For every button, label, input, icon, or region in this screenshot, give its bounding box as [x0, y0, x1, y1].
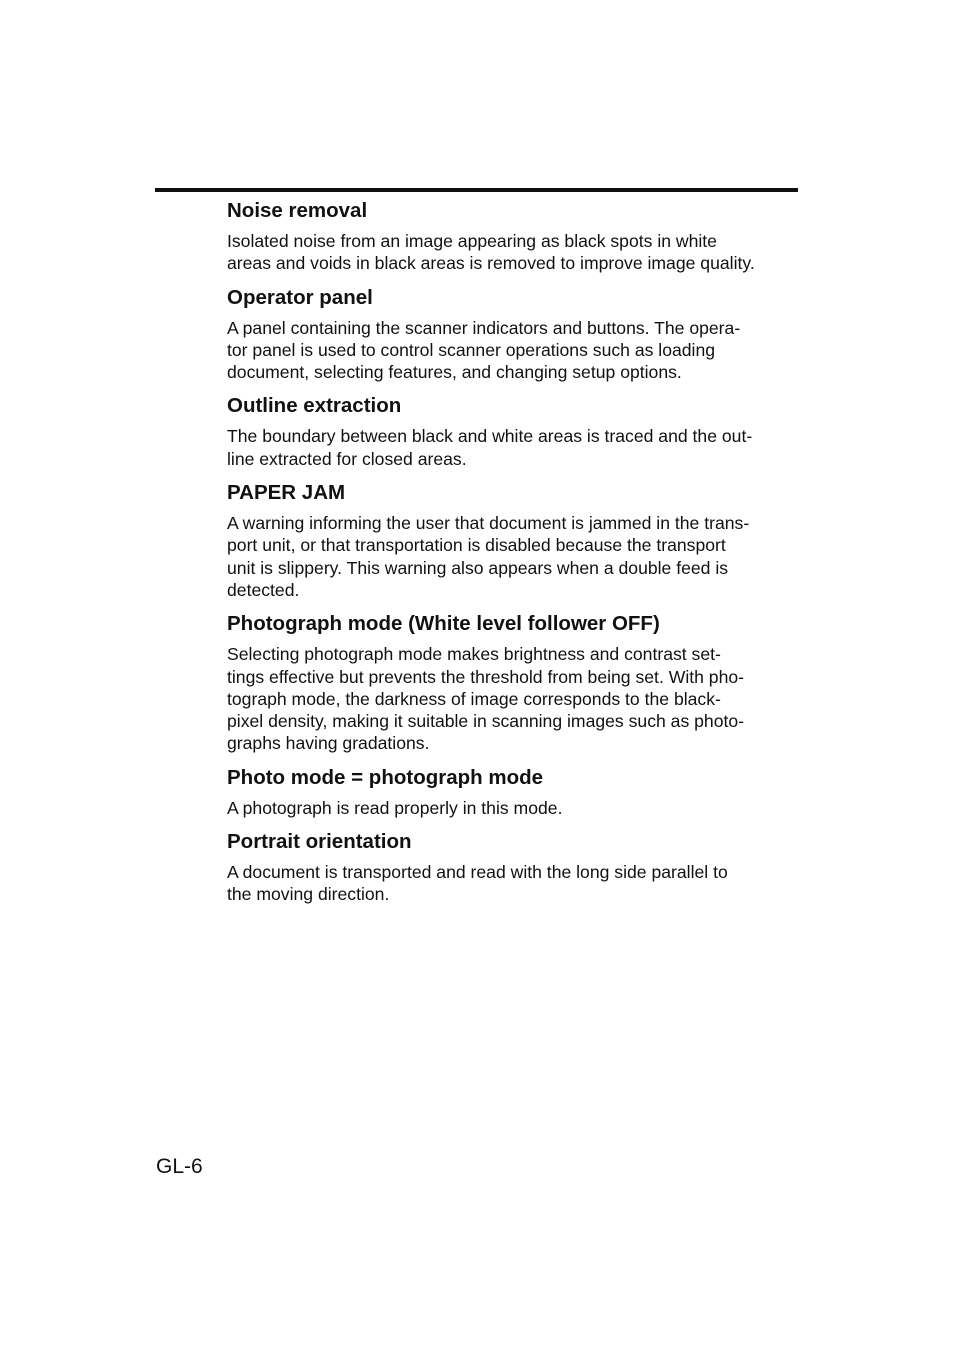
glossary-entry-photograph-mode [227, 610, 799, 754]
glossary-definition: A panel containing the scanner indicators and buttons. The opera- tor panel is used to control scanner operations such as loading document, selecting features, and changing setup options. [227, 317, 741, 383]
glossary-entry-portrait-orientation [227, 828, 799, 906]
glossary-definition: The boundary between black and white areas is traced and the out- line extracted for closed areas. [227, 426, 753, 469]
glossary-definition: A photograph is read properly in this mode. [227, 797, 563, 818]
glossary-definition: A document is transported and read with the long side parallel to the moving direction. [227, 862, 728, 905]
glossary-term: Portrait orientation [227, 830, 412, 854]
glossary-definition: A warning informing the user that document is jammed in the trans- port unit, or that transportation is disabled because the transport unit is slippery. This warning also appears when a double feed is detected. [227, 513, 750, 600]
glossary-entry-operator-panel [227, 284, 799, 384]
glossary-entry-paper-jam [227, 479, 799, 601]
glossary-term: Operator panel [227, 285, 373, 309]
glossary-term: Photo mode = photograph mode [227, 765, 544, 789]
glossary-entry-noise-removal [227, 197, 799, 275]
glossary-definition: Selecting photograph mode makes brightness and contrast set- tings effective but prevents the threshold from being set. With pho- tograph mode, the darkness of image corresponds to the black- pixel density, making it suitable in scanning images such as photo- graphs having gradations. [227, 644, 745, 754]
glossary-term: Photograph mode (White level follower OFF) [227, 612, 660, 636]
page-number: GL-6 [156, 1155, 203, 1178]
glossary-term: PAPER JAM [227, 481, 346, 505]
glossary-term: Noise removal [227, 199, 368, 222]
glossary-entry-photo-mode [227, 764, 799, 819]
glossary-list [227, 197, 799, 915]
glossary-entry-outline-extraction [227, 392, 799, 470]
header-rule [155, 188, 798, 192]
glossary-term: Outline extraction [227, 394, 402, 418]
glossary-definition: Isolated noise from an image appearing as black spots in white areas and voids in black areas is removed to improve image quality. [227, 231, 755, 274]
